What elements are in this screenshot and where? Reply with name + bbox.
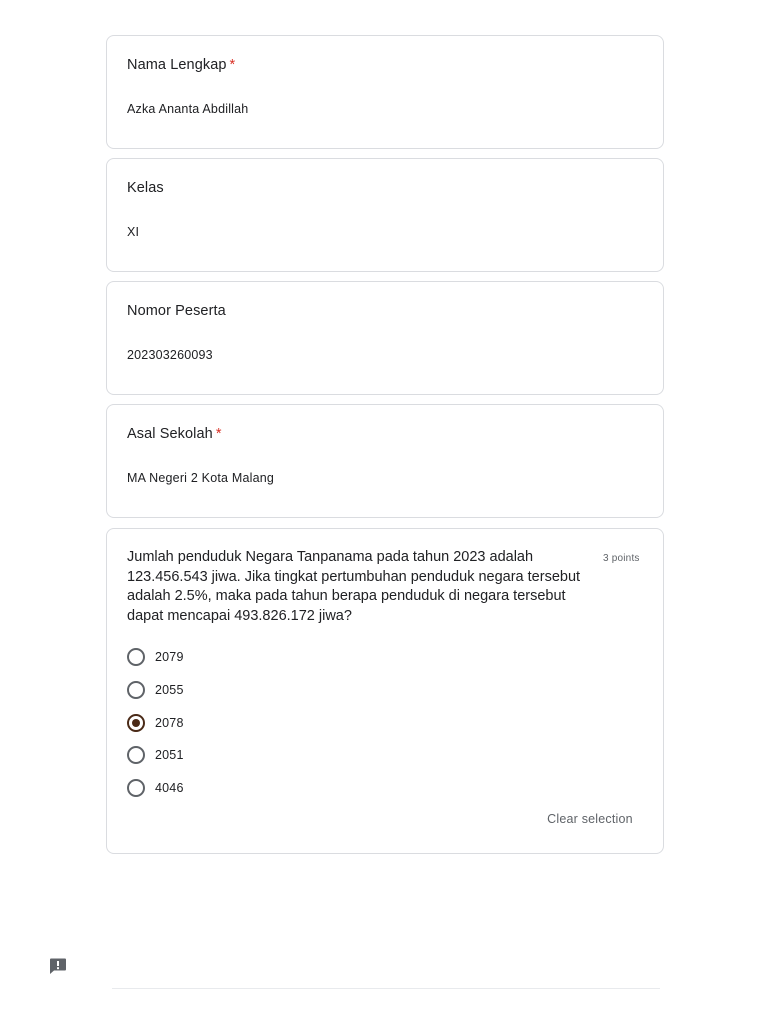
option-2078[interactable]	[127, 712, 184, 734]
participant-number-label: Nomor Peserta	[127, 303, 226, 319]
school-question-label: Asal Sekolah	[127, 426, 213, 442]
option-2055[interactable]	[127, 679, 184, 701]
radio-button[interactable]	[127, 648, 145, 666]
school-answer: MA Negeri 2 Kota Malang	[127, 471, 275, 485]
name-question-label: Nama Lengkap	[127, 57, 227, 73]
option-label: 4046	[155, 781, 184, 795]
question-points: 3 points	[603, 553, 640, 564]
radio-button[interactable]	[127, 681, 145, 699]
name-answer: Azka Ananta Abdillah	[127, 102, 249, 116]
report-feedback-icon-graphic	[48, 956, 68, 976]
option-2051[interactable]	[127, 744, 184, 766]
footer-divider	[112, 988, 660, 989]
name-question-card	[106, 35, 664, 149]
class-question-title	[127, 180, 164, 196]
question-text: Jumlah penduduk Negara Tanpanama pada tahun 2023 adalah 123.456.543 jiwa. Jika tingkat pertumbuhan penduduk negara tersebut adalah 2.5%, maka pada tahun berapa penduduk di negara tersebut dapat mencapai 493.826.172 jiwa?	[127, 549, 581, 625]
required-asterisk: *	[215, 426, 222, 442]
participant-number-answer: 202303260093	[127, 348, 213, 362]
school-question-title	[127, 426, 222, 442]
option-label: 2055	[155, 683, 184, 697]
radio-button[interactable]	[127, 746, 145, 764]
radio-selected-dot	[132, 719, 140, 727]
radio-button[interactable]	[127, 779, 145, 797]
class-question-card	[106, 158, 664, 272]
option-label: 2051	[155, 748, 184, 762]
population-question-card	[106, 528, 664, 854]
option-4046[interactable]	[127, 777, 184, 799]
option-label: 2079	[155, 650, 184, 664]
school-question-card	[106, 404, 664, 518]
option-label: 2078	[155, 716, 184, 730]
radio-button-selected[interactable]	[127, 714, 145, 732]
participant-number-title	[127, 303, 226, 319]
class-question-label: Kelas	[127, 180, 164, 196]
option-2079[interactable]	[127, 646, 184, 668]
name-question-title	[127, 57, 235, 73]
participant-number-card	[106, 281, 664, 395]
class-answer: XI	[127, 225, 140, 239]
report-feedback-icon[interactable]	[48, 956, 68, 976]
clear-selection-button[interactable]: Clear selection	[547, 812, 633, 826]
required-asterisk: *	[229, 57, 236, 73]
